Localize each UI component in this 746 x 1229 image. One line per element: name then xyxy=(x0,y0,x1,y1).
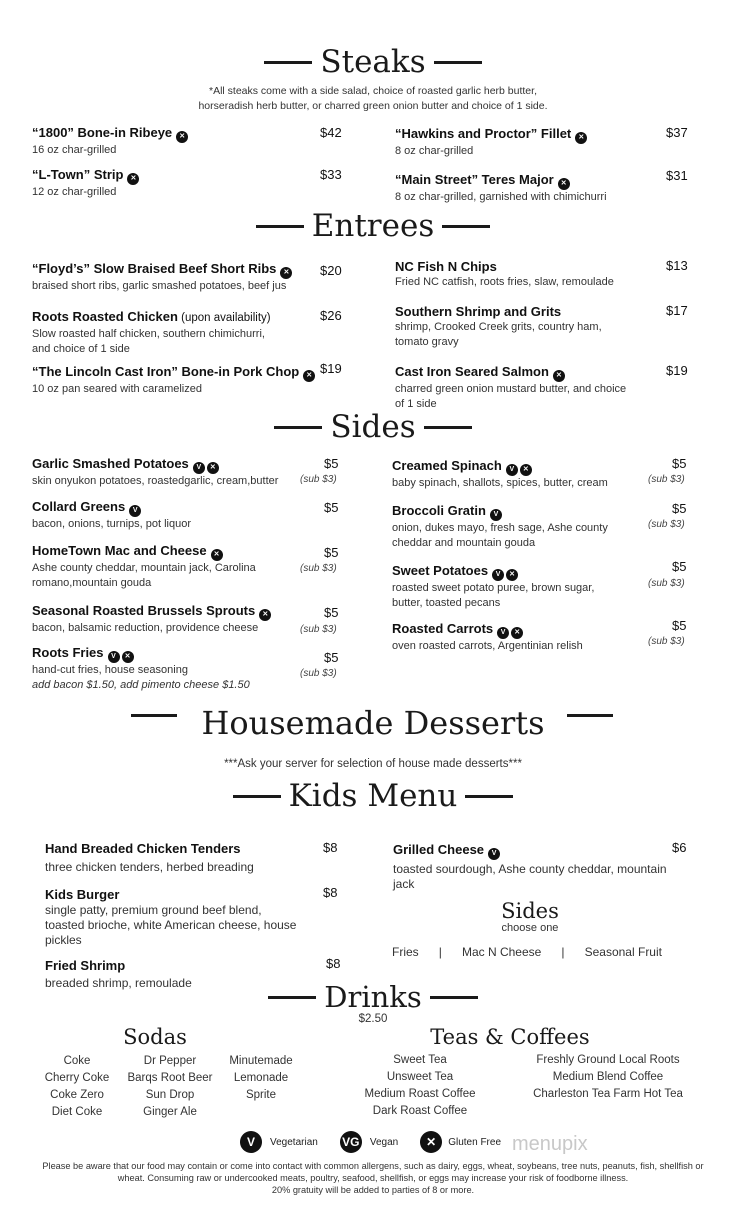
menu-item xyxy=(45,886,296,948)
menu-item xyxy=(393,841,667,892)
item-desc: braised short ribs, garlic smashed potatoes, beef jus xyxy=(32,279,287,292)
vegetarian-icon: V xyxy=(497,627,509,639)
separator: | xyxy=(561,945,565,959)
sub-price: (sub $3) xyxy=(300,563,337,574)
item-price: $37 xyxy=(666,125,688,140)
item-name: Cast Iron Seared Salmon xyxy=(395,364,549,379)
dietary-legend xyxy=(240,1131,501,1153)
kids-header xyxy=(0,778,746,814)
drink-item: Coke Zero xyxy=(50,1089,104,1101)
drink-item: Sprite xyxy=(245,1089,277,1101)
item-desc: 8 oz char-grilled, garnished with chimichurri xyxy=(395,190,607,203)
gluten-free-icon: ✕ xyxy=(575,132,587,144)
gluten-free-icon: ✕ xyxy=(207,462,219,474)
menu-item xyxy=(32,602,271,636)
item-desc: cheddar and mountain gouda xyxy=(392,536,536,549)
menu-item xyxy=(395,258,614,290)
drink-item: Sweet Tea xyxy=(393,1054,447,1066)
gluten-free-icon: ✕ xyxy=(127,173,139,185)
item-price: $8 xyxy=(326,956,341,971)
sub-price: (sub $3) xyxy=(300,668,337,679)
drinks-price: $2.50 xyxy=(358,1013,388,1025)
item-addon: add bacon $1.50, add pimento cheese $1.50 xyxy=(32,678,250,691)
gluten-free-icon: ✕ xyxy=(506,569,518,581)
item-price: $5 xyxy=(324,650,339,665)
item-name: “The Lincoln Cast Iron” Bone-in Pork Chop xyxy=(32,364,300,379)
item-name: Collard Greens xyxy=(32,499,126,514)
item-name: Garlic Smashed Potatoes xyxy=(32,456,189,471)
item-price: $8 xyxy=(323,885,338,900)
item-price: $5 xyxy=(324,545,339,560)
menu-item xyxy=(32,363,315,397)
drink-item: Dr Pepper xyxy=(143,1055,197,1067)
desserts-title: Housemade Desserts xyxy=(201,704,545,742)
section-title: Steaks xyxy=(320,44,426,80)
menu-item xyxy=(32,542,256,591)
menu-item xyxy=(395,171,607,205)
drink-item: Sun Drop xyxy=(145,1089,195,1101)
drink-item: Medium Roast Coffee xyxy=(364,1088,476,1100)
kids-sides-title: Sides xyxy=(501,899,559,923)
item-desc: onion, dukes mayo, fresh sage, Ashe county xyxy=(392,521,608,534)
item-desc: shrimp, Crooked Creek grits, country ham, xyxy=(395,321,602,333)
allergen-notice xyxy=(10,1160,736,1196)
desserts-note: ***Ask your server for selection of house made desserts*** xyxy=(224,758,522,770)
item-price: $17 xyxy=(666,303,688,318)
item-name: “Hawkins and Proctor” Fillet xyxy=(395,126,572,141)
item-desc: roasted sweet potato puree, brown sugar, xyxy=(392,581,595,594)
gluten-free-icon: ✕ xyxy=(122,651,134,663)
gluten-free-icon: ✕ xyxy=(211,549,223,561)
wheat-crossed-icon: ✕ xyxy=(420,1131,442,1153)
kids-sides-subtitle: choose one xyxy=(501,922,559,934)
note-line: horseradish herb butter, or charred green onion butter and choice of 1 side. xyxy=(198,100,548,112)
header-rule xyxy=(424,426,472,429)
item-name: Kids Burger xyxy=(45,887,120,902)
side-option: Mac N Cheese xyxy=(461,945,542,959)
item-name: HomeTown Mac and Cheese xyxy=(32,543,207,558)
drink-item: Minutemade xyxy=(229,1055,293,1067)
menu-item xyxy=(395,363,626,412)
sub-price: (sub $3) xyxy=(300,474,337,485)
item-desc: 10 oz pan seared with caramelized xyxy=(32,382,202,395)
item-name: “Main Street” Teres Major xyxy=(395,172,554,187)
item-name: Roasted Carrots xyxy=(392,621,494,636)
sub-price: (sub $3) xyxy=(648,474,685,485)
item-name-note: (upon availability) xyxy=(177,312,271,324)
item-desc: toasted brioche, white American cheese, house xyxy=(45,918,297,932)
header-rule xyxy=(233,795,281,798)
item-desc: baby spinach, shallots, spices, butter, cream xyxy=(392,476,608,489)
item-price: $5 xyxy=(672,618,687,633)
item-price: $5 xyxy=(324,605,339,620)
item-price: $13 xyxy=(666,258,688,273)
notice-line: Please be aware that our food may contain or come into contact with common allergens, such as dairy, eggs, wheat, soybeans, tree nuts, peanuts, fish, shellfish or xyxy=(42,1161,704,1171)
item-name: Grilled Cheese xyxy=(393,842,485,857)
item-desc: Slow roasted half chicken, southern chimichurri, xyxy=(32,328,265,340)
vegetarian-icon: V xyxy=(506,464,518,476)
header-rule xyxy=(465,795,513,798)
item-name: Sweet Potatoes xyxy=(392,563,489,578)
menu-item xyxy=(392,502,608,551)
item-desc: Fried NC catfish, roots fries, slaw, remoulade xyxy=(395,276,614,288)
side-option: Seasonal Fruit xyxy=(584,945,662,959)
teas-column xyxy=(350,1052,490,1120)
vegetarian-icon: V xyxy=(492,569,504,581)
drink-item: Dark Roast Coffee xyxy=(372,1105,468,1117)
item-name: Fried Shrimp xyxy=(45,958,126,973)
leaf-icon: V xyxy=(240,1131,262,1153)
item-price: $5 xyxy=(324,456,339,471)
sub-price: (sub $3) xyxy=(648,519,685,530)
sub-price: (sub $3) xyxy=(300,624,337,635)
menu-item xyxy=(32,455,278,489)
header-rule xyxy=(256,225,304,228)
header-rule xyxy=(434,61,482,64)
notice-line: wheat. Consuming raw or undercooked meats, poultry, seafood, shellfish, or eggs may increase your risk of foodborne illness. xyxy=(117,1173,629,1183)
menu-item xyxy=(32,124,188,158)
section-title: Entrees xyxy=(311,208,435,244)
note-line: *All steaks come with a side salad, choice of roasted garlic herb butter, xyxy=(208,85,537,97)
item-desc: breaded shrimp, remoulade xyxy=(45,976,192,990)
drink-item: Freshly Ground Local Roots xyxy=(536,1054,680,1066)
menu-item xyxy=(395,303,602,350)
drink-item: Cherry Coke xyxy=(44,1072,110,1084)
header-rule xyxy=(430,996,478,999)
item-price: $33 xyxy=(320,167,342,182)
teas-title: Teas & Coffees xyxy=(430,1025,590,1049)
side-option: Fries xyxy=(392,945,419,959)
menu-item xyxy=(392,620,583,654)
gluten-free-icon: ✕ xyxy=(303,370,315,382)
item-desc: charred green onion mustard butter, and choice xyxy=(395,382,627,395)
item-desc: and choice of 1 side xyxy=(32,343,130,355)
gluten-free-icon: ✕ xyxy=(259,609,271,621)
menu-item xyxy=(32,644,250,693)
gluten-free-icon: ✕ xyxy=(558,178,570,190)
drink-item: Lemonade xyxy=(233,1072,289,1084)
item-desc: hand-cut fries, house seasoning xyxy=(32,663,188,676)
sub-price: (sub $3) xyxy=(648,636,685,647)
item-price: $5 xyxy=(672,559,687,574)
item-price: $20 xyxy=(320,263,342,278)
notice-line: 20% gratuity will be added to parties of 8 or more. xyxy=(271,1185,475,1195)
vegetarian-icon: V xyxy=(488,848,500,860)
item-name: “L-Town” Strip xyxy=(32,167,124,182)
item-desc: pickles xyxy=(45,933,82,947)
item-desc: Ashe county cheddar, mountain jack, Carolina xyxy=(32,561,256,574)
menu-item xyxy=(32,308,271,357)
vegetarian-icon: V xyxy=(193,462,205,474)
watermark-logo: menupix xyxy=(512,1133,588,1155)
menu-item xyxy=(45,840,254,875)
vegetarian-icon: V xyxy=(108,651,120,663)
menu-item xyxy=(395,125,587,159)
drink-item: Barqs Root Beer xyxy=(127,1072,213,1084)
header-rule xyxy=(264,61,312,64)
item-name: NC Fish N Chips xyxy=(395,259,497,274)
drink-item: Coke xyxy=(63,1055,91,1067)
item-name: Seasonal Roasted Brussels Sprouts xyxy=(32,603,256,618)
menu-item xyxy=(392,457,608,491)
item-desc: butter, toasted pecans xyxy=(392,596,501,609)
item-desc: bacon, balsamic reduction, providence cheese xyxy=(32,621,259,634)
gluten-free-icon: ✕ xyxy=(520,464,532,476)
vegan-leaf-icon: VG xyxy=(340,1131,362,1153)
menu-item xyxy=(32,260,292,294)
item-desc: romano,mountain gouda xyxy=(32,576,152,589)
gluten-free-icon: ✕ xyxy=(176,131,188,143)
item-price: $6 xyxy=(672,840,687,855)
item-desc: single patty, premium ground beef blend, xyxy=(45,903,262,917)
item-desc: tomato gravy xyxy=(395,336,459,348)
section-title: Sides xyxy=(330,409,416,445)
steaks-header xyxy=(0,44,746,80)
separator: | xyxy=(438,945,442,959)
legend-label: Vegetarian xyxy=(270,1136,318,1148)
item-name: Roots Fries xyxy=(32,645,104,660)
item-price: $5 xyxy=(324,500,339,515)
legend-label: Vegan xyxy=(369,1136,399,1148)
drink-item: Ginger Ale xyxy=(143,1106,197,1118)
item-desc: 12 oz char-grilled xyxy=(32,185,117,198)
item-price: $8 xyxy=(323,840,338,855)
section-title: Drinks xyxy=(324,980,422,1014)
header-rule xyxy=(274,426,322,429)
drink-item: Medium Blend Coffee xyxy=(552,1071,664,1083)
sub-price: (sub $3) xyxy=(648,578,685,589)
sodas-column xyxy=(120,1053,220,1121)
sodas-title: Sodas xyxy=(123,1025,187,1049)
item-desc: bacon, onions, turnips, pot liquor xyxy=(32,517,191,530)
item-name: Roots Roasted Chicken xyxy=(32,309,178,324)
item-desc: oven roasted carrots, Argentinian relish xyxy=(392,639,583,652)
item-price: $19 xyxy=(320,361,342,376)
item-desc: 8 oz char-grilled xyxy=(395,144,474,157)
item-price: $5 xyxy=(672,501,687,516)
item-name: “Floyd’s” Slow Braised Beef Short Ribs xyxy=(32,261,277,276)
entrees-header xyxy=(0,208,746,244)
vegetarian-icon: V xyxy=(129,505,141,517)
vegetarian-icon: V xyxy=(490,509,502,521)
item-desc: skin onyukon potatoes, roastedgarlic, cream,butter xyxy=(32,474,279,487)
item-price: $5 xyxy=(672,456,687,471)
item-name: Creamed Spinach xyxy=(392,458,502,473)
item-price: $31 xyxy=(666,168,688,183)
menu-item xyxy=(392,562,594,611)
sodas-column xyxy=(36,1053,118,1121)
item-desc: 16 oz char-grilled xyxy=(32,143,117,156)
header-rule xyxy=(442,225,490,228)
drink-item: Charleston Tea Farm Hot Tea xyxy=(533,1088,683,1100)
item-price: $19 xyxy=(666,363,688,378)
teas-column xyxy=(518,1052,698,1103)
item-name: Southern Shrimp and Grits xyxy=(395,304,562,319)
legend-label: Gluten Free xyxy=(448,1136,502,1148)
header-rule xyxy=(268,996,316,999)
item-price: $42 xyxy=(320,125,342,140)
steaks-note xyxy=(0,84,746,114)
item-name: Hand Breaded Chicken Tenders xyxy=(45,841,241,856)
gluten-free-icon: ✕ xyxy=(280,267,292,279)
item-desc: of 1 side xyxy=(395,397,437,410)
item-price: $26 xyxy=(320,308,342,323)
item-desc: jack xyxy=(393,876,415,891)
menu-item xyxy=(32,498,191,532)
drinks-header xyxy=(0,980,746,1014)
gluten-free-icon: ✕ xyxy=(553,370,565,382)
kids-sides-options xyxy=(392,945,662,959)
gluten-free-icon: ✕ xyxy=(511,627,523,639)
item-name: “1800” Bone-in Ribeye xyxy=(32,125,173,140)
drink-item: Diet Coke xyxy=(51,1106,103,1118)
item-desc: toasted sourdough, Ashe county cheddar, mountain xyxy=(393,861,667,876)
drink-item: Unsweet Tea xyxy=(386,1071,454,1083)
sodas-column xyxy=(220,1053,302,1104)
sides-header xyxy=(0,409,746,445)
item-desc: three chicken tenders, herbed breading xyxy=(45,860,254,874)
menu-item xyxy=(32,166,139,200)
section-title: Kids Menu xyxy=(288,778,458,814)
item-name: Broccoli Gratin xyxy=(392,503,486,518)
